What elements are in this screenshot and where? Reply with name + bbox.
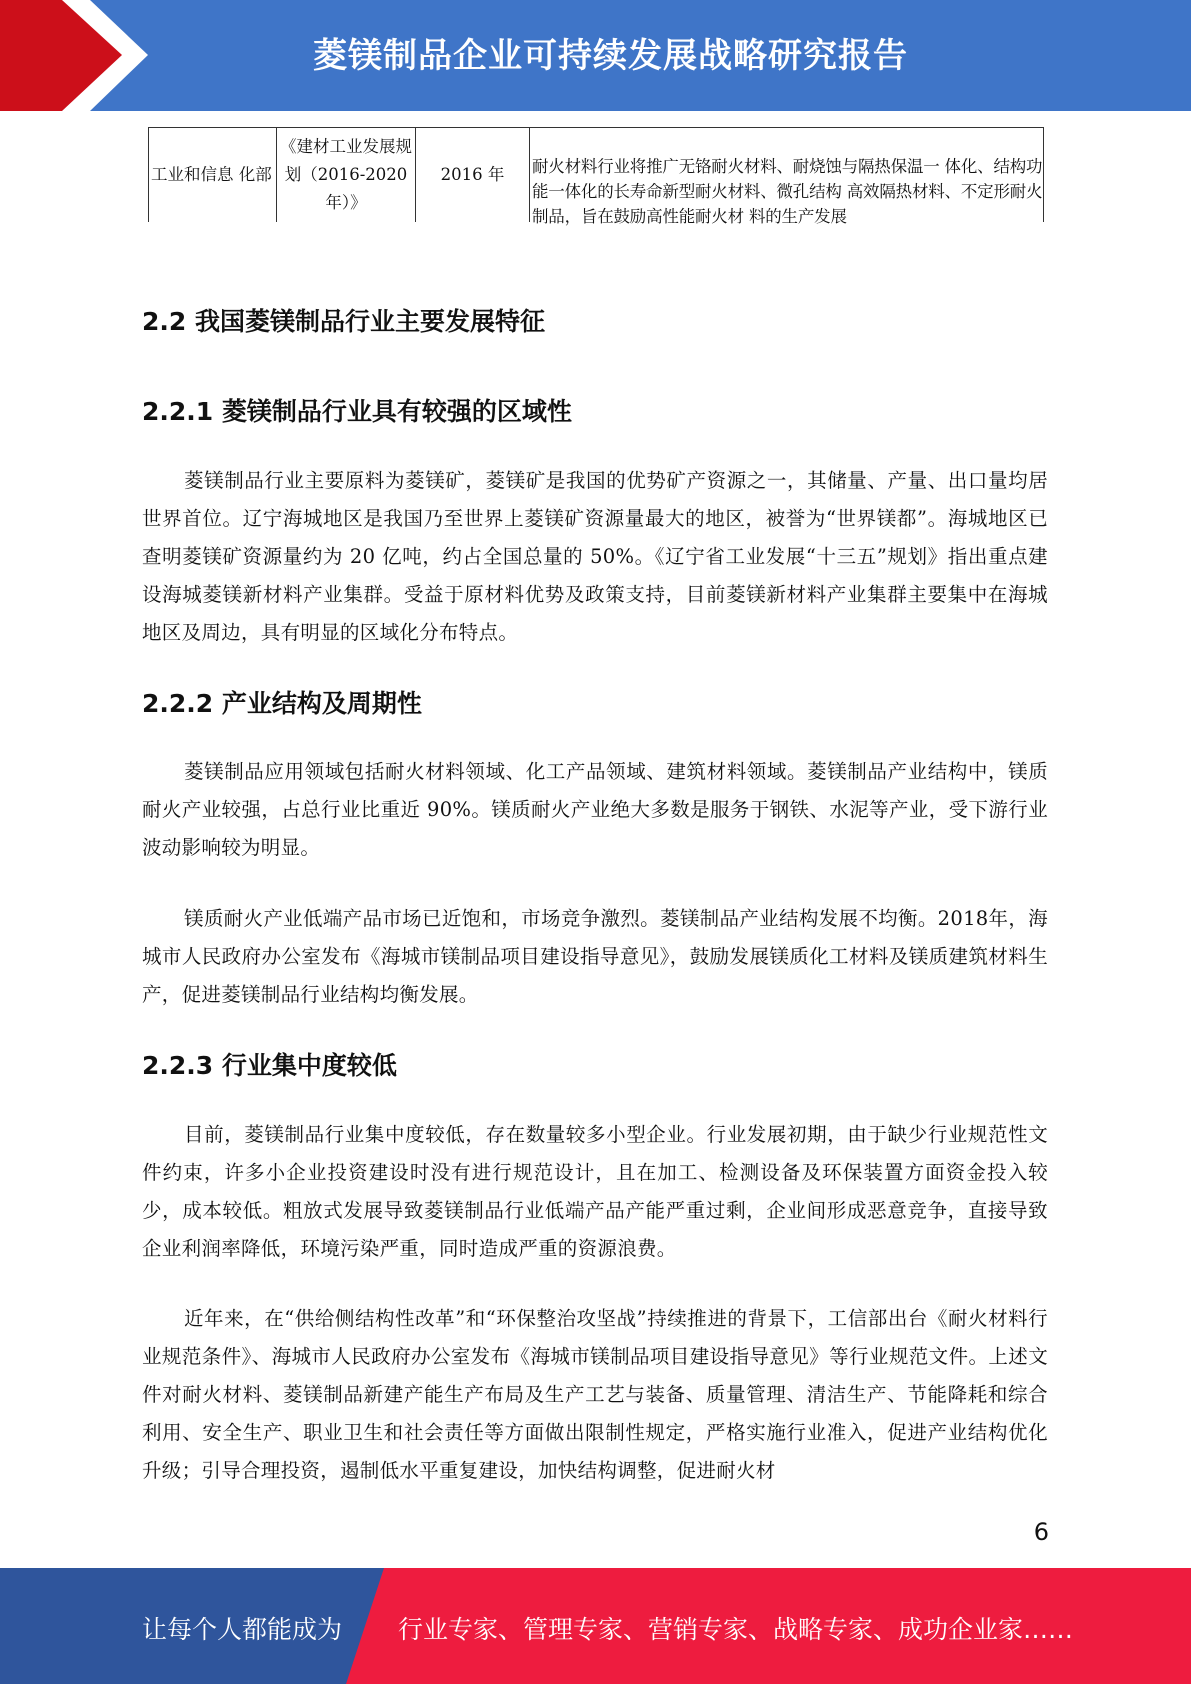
footer-slogan-right: 行业专家、管理专家、营销专家、战略专家、成功企业家…… (398, 1615, 1074, 1644)
section-heading-2-2-3: 2.2.3 行业集中度较低 (142, 1051, 397, 1080)
table-cell-year: 2016 年 (416, 127, 530, 222)
page-header (0, 0, 1191, 111)
page-footer (0, 1568, 1191, 1684)
section-heading-2-2-1: 2.2.1 菱镁制品行业具有较强的区域性 (142, 397, 572, 426)
page-number: 6 (1033, 1518, 1049, 1546)
table-cell-content: 耐火材料行业将推广无铬耐火材料、耐烧蚀与隔热保温一 体化、结构功能一体化的长寿命新型耐火材料、微孔结构 高效隔热材料、不定形耐火制品，旨在鼓励高性能耐火材 料的生产发展 (532, 157, 1043, 226)
report-title: 菱镁制品企业可持续发展战略研究报告 (313, 36, 908, 76)
section-heading-2-2: 2.2 我国菱镁制品行业主要发展特征 (142, 307, 545, 336)
paragraph-2-2-3-b: 近年来，在“供给侧结构性改革”和“环保整治攻坚战”持续推进的背景下，工信部出台《耐火材料行业规范条件》、海城市人民政府办公室发布《海城市镁制品项目建设指导意见》等行业规范文件。上述文件对耐火材料、菱镁制品新建产能生产布局及生产工艺与装备、质量管理、清洁生产、节能降耗和综合利用、安全生产、职业卫生和社会责任等方面做出限制性规定，严格实施行业准入，促进产业结构优化升级；引导合理投资，遏制低水平重复建设，加快结构调整，促进耐火材 (142, 1307, 1048, 1482)
paragraph-2-2-2-b: 镁质耐火产业低端产品市场已近饱和，市场竞争激烈。菱镁制品产业结构发展不均衡。2018年，海城市人民政府办公室发布《海城市镁制品项目建设指导意见》，鼓励发展镁质化工材料及镁质建筑材料生产，促进菱镁制品行业结构均衡发展。 (142, 907, 1048, 1006)
chevron-decoration (0, 0, 160, 111)
table-cell-department: 工业和信息 化部 (149, 127, 277, 222)
table-cell-plan: 《建材工业发展规划（2016-2020年）》 (277, 127, 416, 222)
section-heading-2-2-2: 2.2.2 产业结构及周期性 (142, 689, 422, 718)
paragraph-2-2-3-a: 目前，菱镁制品行业集中度较低，存在数量较多小型企业。行业发展初期，由于缺少行业规范性文件约束，许多小企业投资建设时没有进行规范设计，且在加工、检测设备及环保装置方面资金投入较少，成本较低。粗放式发展导致菱镁制品行业低端产品产能严重过剩，企业间形成恶意竞争，直接导致企业利润率降低，环境污染严重，同时造成严重的资源浪费。 (142, 1123, 1048, 1260)
paragraph-2-2-2-a: 菱镁制品应用领域包括耐火材料领域、化工产品领域、建筑材料领域。菱镁制品产业结构中，镁质耐火产业较强，占总行业比重近 90%。镁质耐火产业绝大多数是服务于钢铁、水泥等产业，受下游行业波动影响较为明显。 (142, 760, 1048, 859)
policy-table-fragment (148, 127, 1044, 226)
paragraph-2-2-1: 菱镁制品行业主要原料为菱镁矿，菱镁矿是我国的优势矿产资源之一，其储量、产量、出口量均居世界首位。辽宁海城地区是我国乃至世界上菱镁矿资源量最大的地区，被誉为“世界镁都”。海城地区已查明菱镁矿资源量约为 20 亿吨，约占全国总量的 50%。《辽宁省工业发展“十三五”规划》指出重点建设海城菱镁新材料产业集群。受益于原材料优势及政策支持，目前菱镁新材料产业集群主要集中在海城地区及周边，具有明显的区域化分布特点。 (142, 469, 1048, 644)
footer-slogan-left: 让每个人都能成为 (142, 1615, 343, 1644)
